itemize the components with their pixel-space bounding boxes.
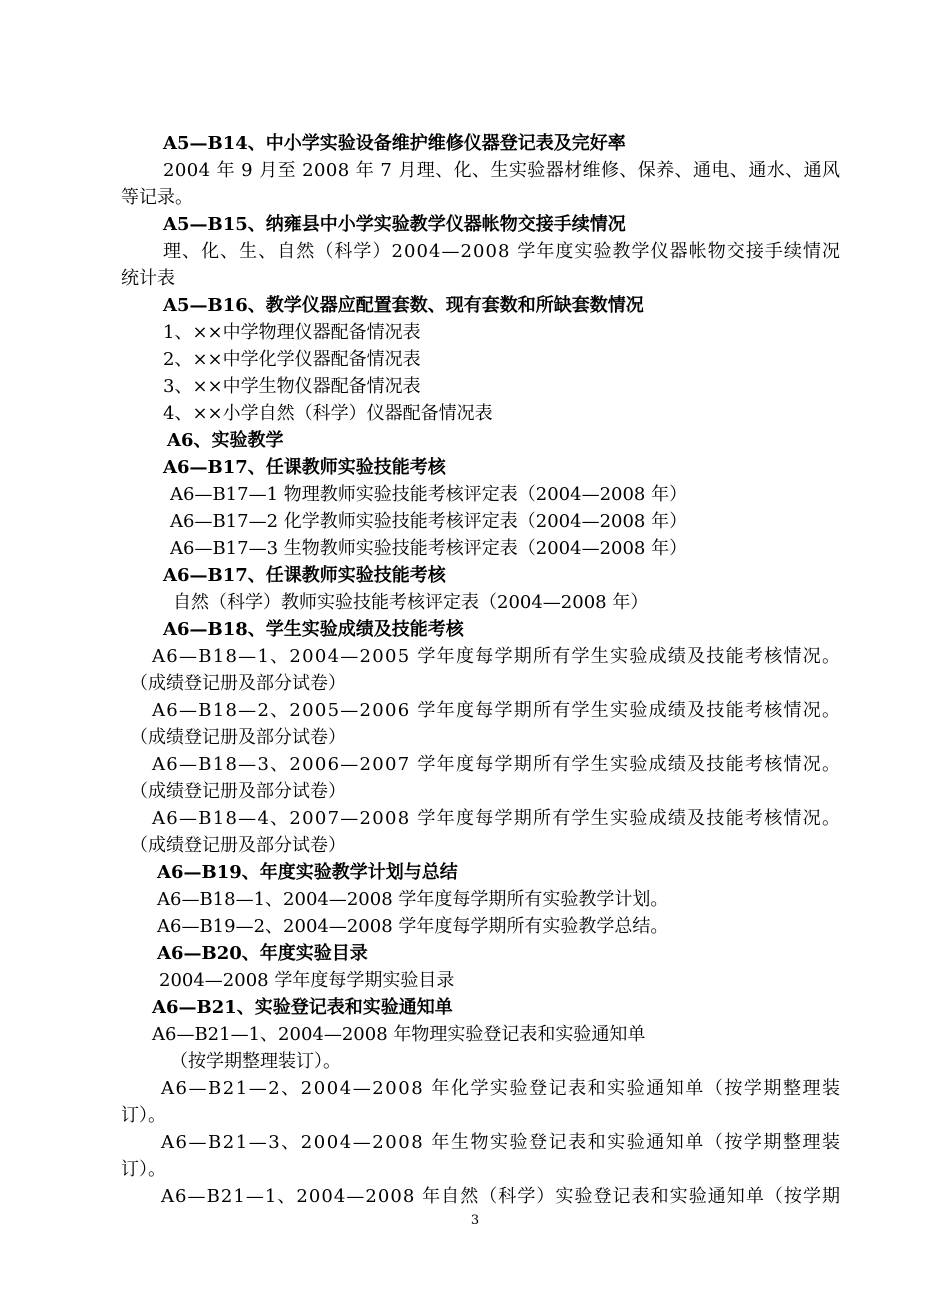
- section-heading: A6—B19、年度实验教学计划与总结: [157, 862, 458, 883]
- text-line: 4、××小学自然（科学）仪器配备情况表: [163, 403, 493, 424]
- section-heading: A5—B14、中小学实验设备维护维修仪器登记表及完好率: [163, 133, 626, 154]
- text-line: A6—B17—1 物理教师实验技能考核评定表（2004—2008 年）: [170, 484, 688, 505]
- text-line: 2004 年 9 月至 2008 年 7 月理、化、生实验器材维修、保养、通电、通水、通风: [163, 160, 841, 181]
- text-line: 订）。: [121, 1159, 166, 1180]
- text-line: 2004—2008 学年度每学期实验目录: [159, 970, 455, 991]
- text-line: A6—B21—2、2004—2008 年化学实验登记表和实验通知单（按学期整理装: [161, 1078, 842, 1099]
- section-heading: A5—B15、纳雍县中小学实验教学仪器帐物交接手续情况: [163, 214, 626, 235]
- section-heading: A6—B17、任课教师实验技能考核: [163, 457, 446, 478]
- text-line: A6—B18—1、2004—2008 学年度每学期所有实验教学计划。: [157, 889, 669, 910]
- section-heading: A6、实验教学: [167, 430, 284, 451]
- text-line: （成绩登记册及部分试卷）: [130, 835, 346, 856]
- text-line: 理、化、生、自然（科学）2004—2008 学年度实验教学仪器帐物交接手续情况: [163, 241, 842, 262]
- text-line: A6—B21—3、2004—2008 年生物实验登记表和实验通知单（按学期整理装: [161, 1132, 842, 1153]
- text-line: A6—B18—4、2007—2008 学年度每学期所有学生实验成绩及技能考核情况。: [152, 808, 842, 829]
- text-line: （按学期整理装订）。: [170, 1051, 341, 1072]
- section-heading: A5—B16、教学仪器应配置套数、现有套数和所缺套数情况: [163, 295, 644, 316]
- text-line: A6—B21—1、2004—2008 年自然（科学）实验登记表和实验通知单（按学期: [161, 1186, 842, 1207]
- text-line: （成绩登记册及部分试卷）: [130, 727, 346, 748]
- text-line: A6—B18—2、2005—2006 学年度每学期所有学生实验成绩及技能考核情况。: [152, 700, 842, 721]
- text-line: 统计表: [121, 268, 175, 289]
- section-heading: A6—B17、任课教师实验技能考核: [163, 565, 446, 586]
- text-line: 1、××中学物理仪器配备情况表: [163, 322, 421, 343]
- section-heading: A6—B21、实验登记表和实验通知单: [152, 997, 453, 1018]
- text-line: A6—B17—3 生物教师实验技能考核评定表（2004—2008 年）: [170, 538, 688, 559]
- text-line: 自然（科学）教师实验技能考核评定表（2004—2008 年）: [173, 592, 649, 613]
- text-line: A6—B21—1、2004—2008 年物理实验登记表和实验通知单: [152, 1024, 646, 1045]
- text-line: （成绩登记册及部分试卷）: [130, 673, 346, 694]
- text-line: A6—B17—2 化学教师实验技能考核评定表（2004—2008 年）: [170, 511, 688, 532]
- text-line: （成绩登记册及部分试卷）: [130, 781, 346, 802]
- text-line: 2、××中学化学仪器配备情况表: [163, 349, 421, 370]
- section-heading: A6—B20、年度实验目录: [157, 943, 368, 964]
- text-line: 等记录。: [121, 187, 193, 208]
- page-number: 3: [470, 1213, 480, 1228]
- text-line: 3、××中学生物仪器配备情况表: [163, 376, 421, 397]
- text-line: 订）。: [121, 1105, 166, 1126]
- section-heading: A6—B18、学生实验成绩及技能考核: [163, 619, 464, 640]
- text-line: A6—B18—1、2004—2005 学年度每学期所有学生实验成绩及技能考核情况。: [152, 646, 842, 667]
- text-line: A6—B18—3、2006—2007 学年度每学期所有学生实验成绩及技能考核情况。: [152, 754, 842, 775]
- text-line: A6—B19—2、2004—2008 学年度每学期所有实验教学总结。: [157, 916, 669, 937]
